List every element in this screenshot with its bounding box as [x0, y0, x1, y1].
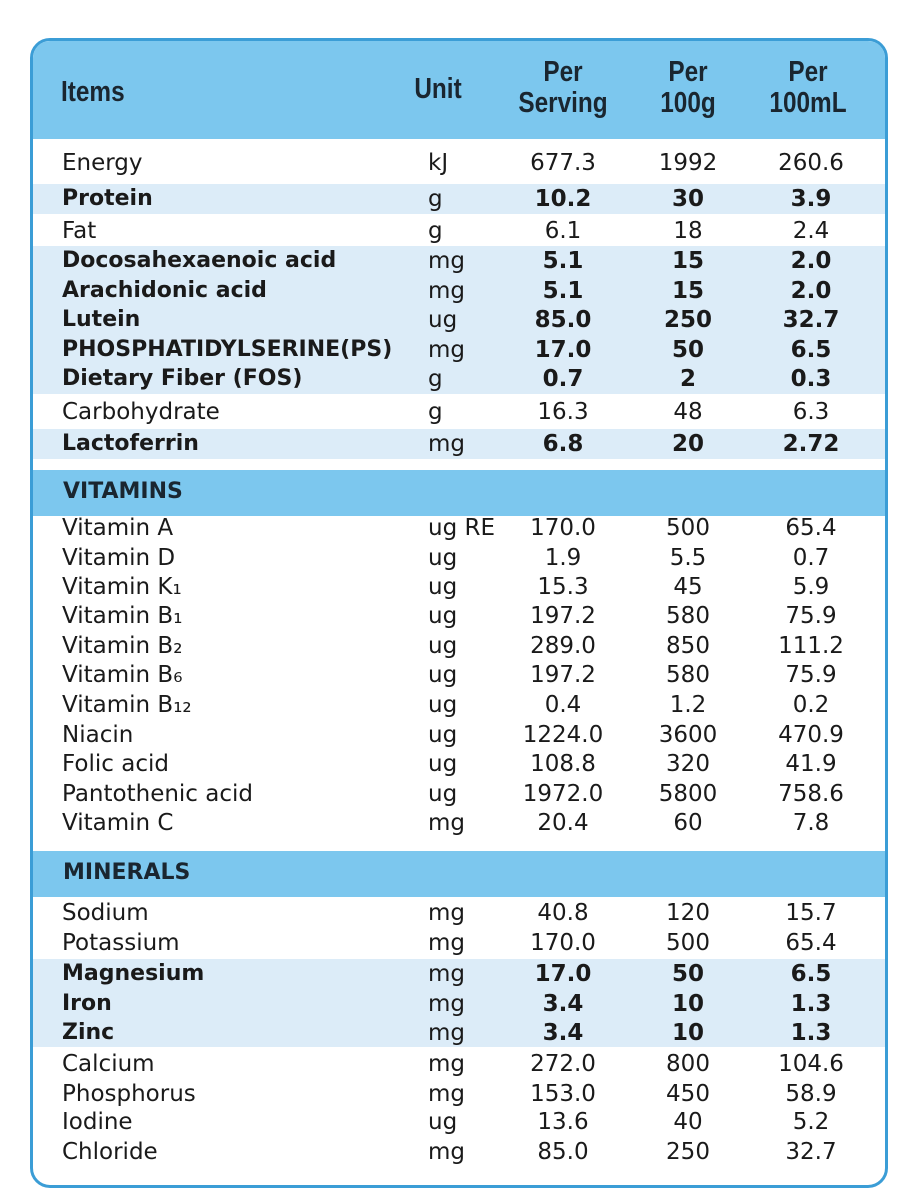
table-row: [33, 1137, 885, 1167]
value-per-100ml: 41.9: [785, 751, 837, 777]
nutrient-name: Sodium: [62, 900, 149, 926]
value-per-100ml: 65.4: [785, 930, 837, 956]
nutrient-name: Calcium: [62, 1051, 155, 1077]
nutrient-name: Magnesium: [62, 961, 205, 986]
value-per-serving: 6.1: [544, 218, 582, 244]
nutrient-unit: g: [428, 399, 443, 425]
value-per-100g: 3600: [658, 722, 718, 748]
table-row: [33, 1018, 885, 1048]
nutrient-unit: mg: [428, 431, 466, 457]
value-per-serving: 1224.0: [522, 722, 604, 748]
value-per-serving: 3.4: [542, 991, 584, 1017]
value-per-100ml: 0.3: [790, 366, 832, 392]
value-per-100ml: 75.9: [785, 603, 837, 629]
section-minerals: [33, 851, 885, 897]
value-per-100g: 50: [671, 961, 704, 987]
value-per-100g: 48: [673, 399, 703, 425]
table-row: [33, 246, 885, 276]
table-row: [33, 898, 885, 928]
value-per-serving: 197.2: [530, 662, 596, 688]
nutrient-unit: ug: [428, 545, 458, 571]
nutrient-unit: g: [428, 186, 443, 212]
nutrient-unit: mg: [428, 991, 466, 1017]
value-per-100ml: 6.5: [790, 961, 832, 987]
value-per-serving: 272.0: [530, 1051, 596, 1077]
value-per-serving: 1.9: [544, 545, 582, 571]
nutrient-unit: ug: [428, 574, 458, 600]
value-per-serving: 108.8: [530, 751, 596, 777]
nutrient-unit: ug RE: [428, 515, 496, 541]
table-row: [33, 959, 885, 989]
nutrient-unit: ug: [428, 781, 458, 807]
value-per-100g: 580: [666, 662, 710, 688]
nutrient-unit: ug: [428, 751, 458, 777]
header-per-serving: Per Serving: [518, 56, 608, 119]
value-per-serving: 1972.0: [522, 781, 604, 807]
value-per-100ml: 0.7: [792, 545, 830, 571]
value-per-100ml: 2.0: [790, 248, 832, 274]
value-per-100ml: 470.9: [778, 722, 844, 748]
value-per-100g: 1.2: [669, 692, 707, 718]
value-per-100ml: 111.2: [778, 633, 844, 659]
value-per-100ml: 3.9: [790, 186, 832, 212]
value-per-100ml: 6.3: [792, 399, 830, 425]
nutrient-name: Vitamin C: [62, 810, 174, 836]
value-per-100ml: 2.72: [782, 431, 840, 457]
nutrient-unit: mg: [428, 930, 466, 956]
table-row: [33, 513, 885, 543]
value-per-100ml: 5.2: [792, 1109, 830, 1135]
value-per-serving: 16.3: [537, 399, 589, 425]
value-per-100g: 450: [666, 1081, 710, 1107]
table-header: [33, 41, 885, 139]
value-per-100ml: 32.7: [785, 1139, 837, 1165]
value-per-100g: 5.5: [669, 545, 707, 571]
value-per-100g: 250: [666, 1139, 710, 1165]
value-per-100g: 40: [673, 1109, 703, 1135]
table-row: [33, 749, 885, 779]
nutrient-name: Zinc: [62, 1020, 115, 1045]
nutrient-unit: mg: [428, 278, 466, 304]
table-row: [33, 928, 885, 958]
value-per-100ml: 758.6: [778, 781, 844, 807]
nutrient-unit: mg: [428, 961, 466, 987]
table-row: [33, 572, 885, 602]
value-per-100ml: 5.9: [792, 574, 830, 600]
value-per-serving: 289.0: [530, 633, 596, 659]
value-per-100ml: 75.9: [785, 662, 837, 688]
value-per-serving: 0.7: [542, 366, 584, 392]
value-per-100ml: 1.3: [790, 1020, 832, 1046]
value-per-100g: 580: [666, 603, 710, 629]
value-per-100g: 2: [679, 366, 696, 392]
value-per-100g: 10: [671, 1020, 704, 1046]
value-per-100ml: 1.3: [790, 991, 832, 1017]
value-per-serving: 6.8: [542, 431, 584, 457]
nutrient-name: Phosphorus: [62, 1081, 196, 1107]
value-per-100ml: 2.4: [792, 218, 830, 244]
section-minerals-label: MINERALS: [63, 860, 191, 885]
value-per-serving: 13.6: [537, 1109, 589, 1135]
table-row: [33, 543, 885, 573]
value-per-100g: 250: [663, 307, 712, 333]
value-per-serving: 677.3: [530, 150, 596, 176]
value-per-100ml: 0.2: [792, 692, 830, 718]
value-per-100g: 20: [671, 431, 704, 457]
value-per-100g: 500: [666, 930, 710, 956]
nutrient-name: Niacin: [62, 722, 134, 748]
value-per-100g: 45: [673, 574, 703, 600]
value-per-serving: 15.3: [537, 574, 589, 600]
nutrient-unit: mg: [428, 1139, 466, 1165]
nutrient-unit: ug: [428, 662, 458, 688]
table-row: [33, 989, 885, 1019]
header-per-100ml: Per 100mL: [769, 56, 847, 119]
nutrient-name: Vitamin D: [62, 545, 176, 571]
nutrient-unit: kJ: [428, 150, 449, 176]
value-per-serving: 3.4: [542, 1020, 584, 1046]
value-per-100ml: 260.6: [778, 150, 844, 176]
table-row: [33, 216, 885, 246]
nutrient-name: Vitamin B₂: [62, 633, 183, 659]
value-per-serving: 85.0: [534, 307, 592, 333]
nutrient-name: Lutein: [62, 307, 141, 332]
table-row: [33, 660, 885, 690]
nutrient-name: Docosahexaenoic acid: [62, 248, 337, 273]
header-unit: Unit: [414, 73, 462, 105]
table-row: [33, 276, 885, 306]
value-per-serving: 17.0: [534, 337, 592, 363]
value-per-serving: 5.1: [542, 248, 584, 274]
value-per-100g: 320: [666, 751, 710, 777]
nutrient-unit: mg: [428, 1081, 466, 1107]
value-per-serving: 170.0: [530, 930, 596, 956]
nutrient-unit: mg: [428, 900, 466, 926]
nutrient-unit: ug: [428, 722, 458, 748]
table-row: [33, 305, 885, 335]
value-per-100g: 18: [673, 218, 703, 244]
value-per-serving: 85.0: [537, 1139, 589, 1165]
value-per-100g: 1992: [658, 150, 718, 176]
nutrient-unit: mg: [428, 337, 466, 363]
value-per-100ml: 7.8: [792, 810, 830, 836]
value-per-100ml: 15.7: [785, 900, 837, 926]
value-per-100g: 800: [666, 1051, 710, 1077]
nutrient-name: Lactoferrin: [62, 431, 199, 456]
nutrient-name: Pantothenic acid: [62, 781, 253, 807]
nutrient-name: PHOSPHATIDYLSERINE(PS): [62, 337, 393, 362]
nutrient-name: Arachidonic acid: [62, 278, 267, 303]
nutrient-unit: g: [428, 218, 443, 244]
value-per-100g: 10: [671, 991, 704, 1017]
value-per-100ml: 104.6: [778, 1051, 844, 1077]
value-per-serving: 17.0: [534, 961, 592, 987]
nutrient-unit: mg: [428, 1051, 466, 1077]
value-per-serving: 5.1: [542, 278, 584, 304]
value-per-serving: 0.4: [544, 692, 582, 718]
table-row: [33, 601, 885, 631]
header-per-100g: Per 100g: [660, 56, 716, 119]
table-row: [33, 429, 885, 459]
nutrient-unit: g: [428, 366, 443, 392]
nutrient-unit: ug: [428, 307, 458, 333]
nutrient-unit: ug: [428, 633, 458, 659]
table-row: [33, 184, 885, 214]
table-row: [33, 148, 885, 178]
table-row: [33, 1049, 885, 1079]
value-per-100g: 60: [673, 810, 703, 836]
value-per-100g: 30: [671, 186, 704, 212]
nutrient-name: Vitamin B₁: [62, 603, 183, 629]
nutrient-unit: mg: [428, 248, 466, 274]
value-per-serving: 10.2: [534, 186, 592, 212]
section-vitamins: [33, 470, 885, 516]
value-per-serving: 197.2: [530, 603, 596, 629]
nutrient-unit: mg: [428, 810, 466, 836]
value-per-100g: 5800: [658, 781, 718, 807]
nutrient-name: Vitamin B₁₂: [62, 692, 192, 718]
nutrient-name: Chloride: [62, 1139, 158, 1165]
nutrient-name: Iron: [62, 991, 112, 1016]
value-per-serving: 40.8: [537, 900, 589, 926]
nutrient-name: Vitamin K₁: [62, 574, 182, 600]
nutrient-name: Energy: [62, 150, 143, 176]
nutrient-name: Carbohydrate: [62, 399, 220, 425]
table-row: [33, 364, 885, 394]
nutrient-name: Dietary Fiber (FOS): [62, 366, 303, 391]
nutrient-name: Protein: [62, 186, 153, 211]
value-per-100g: 15: [671, 248, 704, 274]
value-per-serving: 20.4: [537, 810, 589, 836]
table-row: [33, 779, 885, 809]
value-per-serving: 170.0: [530, 515, 596, 541]
nutrient-name: Vitamin B₆: [62, 662, 183, 688]
table-row: [33, 397, 885, 427]
value-per-serving: 153.0: [530, 1081, 596, 1107]
nutrient-unit: ug: [428, 1109, 458, 1135]
header-items: Items: [61, 76, 125, 108]
value-per-100ml: 6.5: [790, 337, 832, 363]
nutrient-name: Iodine: [62, 1109, 133, 1135]
table-row: [33, 1107, 885, 1137]
value-per-100g: 120: [666, 900, 710, 926]
table-row: [33, 690, 885, 720]
value-per-100ml: 32.7: [782, 307, 840, 333]
table-row: [33, 631, 885, 661]
value-per-100ml: 65.4: [785, 515, 837, 541]
nutrient-name: Vitamin A: [62, 515, 174, 541]
value-per-100ml: 58.9: [785, 1081, 837, 1107]
value-per-100g: 500: [666, 515, 710, 541]
table-row: [33, 720, 885, 750]
nutrition-table: [30, 38, 888, 1188]
section-vitamins-label: VITAMINS: [63, 479, 183, 504]
table-row: [33, 808, 885, 838]
table-row: [33, 1079, 885, 1109]
value-per-100ml: 2.0: [790, 278, 832, 304]
value-per-100g: 15: [671, 278, 704, 304]
table-row: [33, 335, 885, 365]
value-per-100g: 50: [671, 337, 704, 363]
nutrient-unit: mg: [428, 1020, 466, 1046]
nutrient-unit: ug: [428, 692, 458, 718]
nutrient-name: Potassium: [62, 930, 180, 956]
nutrient-unit: ug: [428, 603, 458, 629]
value-per-100g: 850: [666, 633, 710, 659]
nutrient-name: Folic acid: [62, 751, 169, 777]
nutrient-name: Fat: [62, 218, 97, 244]
